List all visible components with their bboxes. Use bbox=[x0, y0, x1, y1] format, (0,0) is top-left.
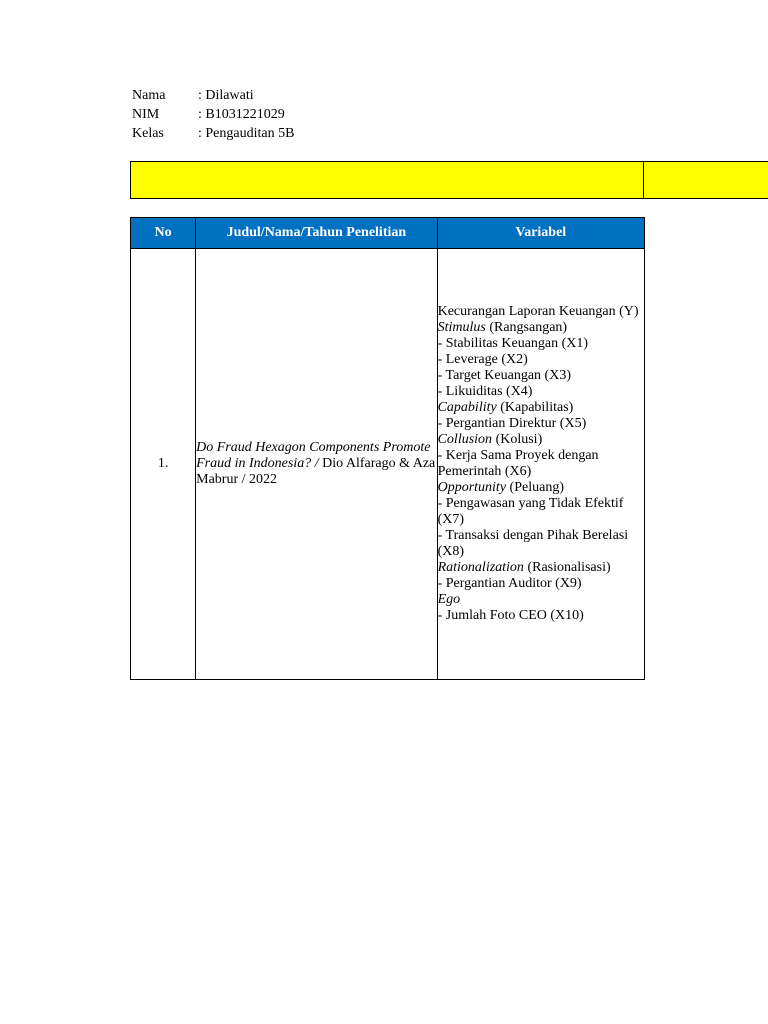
variabel-line bbox=[438, 416, 644, 432]
variabel-text: - Pergantian Auditor (X9) bbox=[437, 576, 582, 591]
cell-variabel bbox=[437, 249, 644, 680]
variabel-category-translation: (Peluang) bbox=[506, 480, 564, 495]
info-value: : Dilawati bbox=[198, 88, 254, 103]
variabel-text: Kecurangan Laporan Keuangan (Y) bbox=[437, 304, 639, 319]
yellow-banner bbox=[130, 161, 768, 199]
variabel-text: - Transaksi dengan Pihak Berelasi (X8) bbox=[437, 528, 629, 559]
table-header-row bbox=[131, 218, 645, 249]
variabel-category-translation: (Kapabilitas) bbox=[496, 400, 574, 415]
table-row bbox=[131, 249, 645, 680]
judul-title: Do Fraud Hexagon Components Promote Fraud in Indonesia? / bbox=[196, 440, 431, 471]
info-label: NIM bbox=[132, 107, 160, 122]
info-row-kelas bbox=[132, 124, 294, 143]
variabel-text: - Pergantian Direktur (X5) bbox=[437, 416, 587, 431]
variabel-line bbox=[438, 352, 644, 368]
variabel-text: - Target Keuangan (X3) bbox=[437, 368, 571, 383]
variabel-line bbox=[438, 608, 644, 624]
info-row-nim bbox=[132, 105, 294, 124]
variabel-line bbox=[438, 592, 644, 608]
variabel-category: Opportunity bbox=[437, 480, 507, 495]
variabel-category: Collusion bbox=[437, 432, 493, 447]
variabel-line bbox=[438, 400, 644, 416]
variabel-text: - Jumlah Foto CEO (X10) bbox=[437, 608, 584, 623]
variabel-line bbox=[438, 304, 644, 320]
variabel-category-translation: (Kolusi) bbox=[492, 432, 543, 447]
variabel-category-translation: (Rasionalisasi) bbox=[523, 560, 611, 575]
variabel-category: Capability bbox=[437, 400, 497, 415]
variabel-line bbox=[438, 384, 644, 400]
variabel-category-translation: (Rangsangan) bbox=[485, 320, 568, 335]
variabel-category: Rationalization bbox=[437, 560, 524, 575]
variabel-line bbox=[438, 432, 644, 448]
variabel-line bbox=[438, 336, 644, 352]
variabel-text: - Likuiditas (X4) bbox=[437, 384, 533, 399]
variabel-line bbox=[438, 496, 644, 528]
variabel-line bbox=[438, 448, 644, 480]
header-no: No bbox=[131, 218, 196, 249]
variabel-category: Stimulus bbox=[437, 320, 486, 335]
variabel-line bbox=[438, 320, 644, 336]
variabel-line bbox=[438, 560, 644, 576]
info-value: : B1031221029 bbox=[198, 107, 285, 122]
header-variabel: Variabel bbox=[437, 218, 644, 249]
variabel-text: - Pengawasan yang Tidak Efektif (X7) bbox=[437, 496, 624, 527]
info-value: : Pengauditan 5B bbox=[198, 126, 295, 141]
banner-divider bbox=[643, 161, 644, 199]
student-info bbox=[132, 86, 294, 143]
research-table bbox=[130, 217, 645, 680]
info-label: Kelas bbox=[132, 126, 164, 141]
cell-judul bbox=[196, 249, 437, 680]
variabel-line bbox=[438, 368, 644, 384]
cell-no: 1. bbox=[131, 249, 196, 680]
variabel-line bbox=[438, 480, 644, 496]
info-row-nama bbox=[132, 86, 294, 105]
variabel-text: - Kerja Sama Proyek dengan Pemerintah (X6) bbox=[437, 448, 599, 479]
variabel-line bbox=[438, 576, 644, 592]
variabel-text: - Leverage (X2) bbox=[437, 352, 528, 367]
variabel-text: - Stabilitas Keuangan (X1) bbox=[437, 336, 589, 351]
info-label: Nama bbox=[132, 88, 166, 103]
judul-authors: Dio Alfarago & Aza Mabrur / 2022 bbox=[196, 456, 436, 487]
variabel-line bbox=[438, 528, 644, 560]
header-judul: Judul/Nama/Tahun Penelitian bbox=[196, 218, 437, 249]
variabel-category: Ego bbox=[437, 592, 461, 607]
